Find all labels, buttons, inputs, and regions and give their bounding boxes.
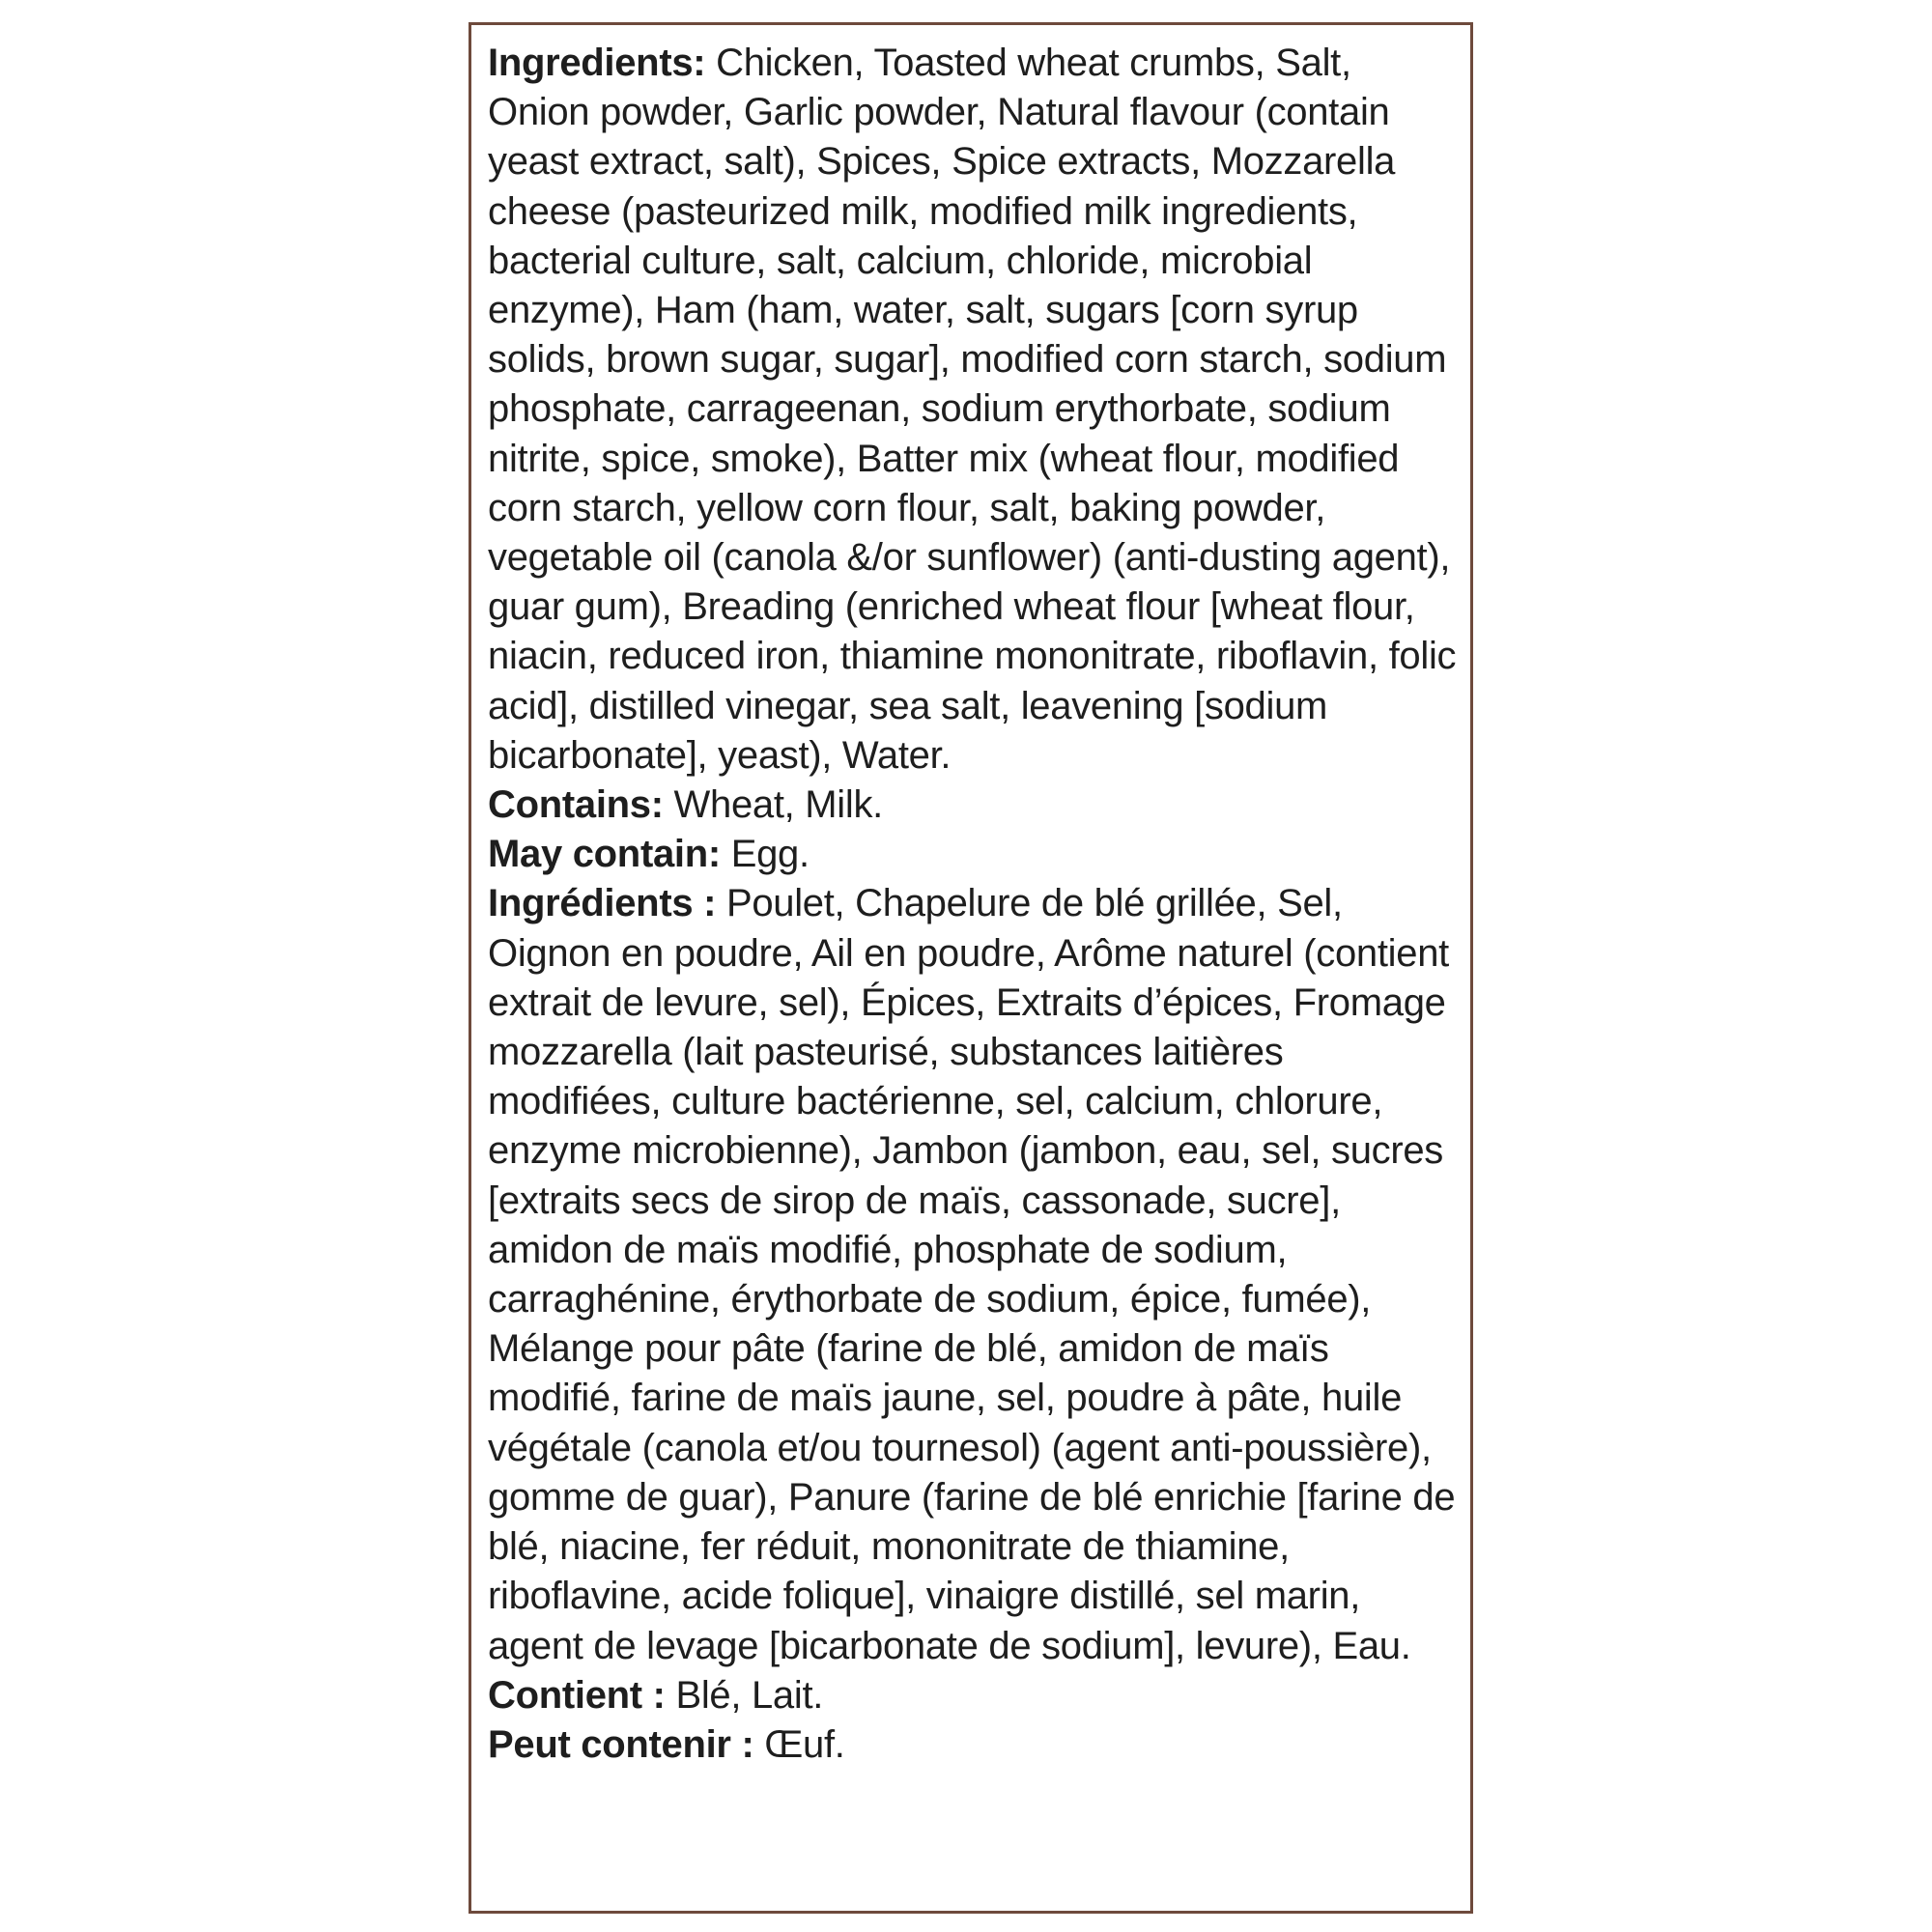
ingredients-english <box>488 39 1457 781</box>
contains-french-text: Blé, Lait. <box>665 1673 824 1717</box>
contains-french <box>488 1671 1457 1720</box>
ingredients-french-heading: Ingrédients : <box>488 882 717 925</box>
contains-english <box>488 781 1457 830</box>
ingredients-english-heading: Ingredients: <box>488 42 706 84</box>
ingredients-english-text: Chicken, Toasted wheat crumbs, Salt, Onion powder, Garlic powder, Natural flavour (contain yeast extract, salt), Spices, Spice extracts, Mozzarella cheese (pasteurized milk, modified milk ingredients, bacterial culture, salt, calcium, chloride, microbial enzyme), Ham (ham, water, salt, sugars [corn syrup solids, brown sugar, sugar], modified corn starch, sodium phosphate, carrageenan, sodium erythorbate, sodium nitrite, spice, smoke), Batter mix (wheat flour, modified corn starch, yellow corn flour, salt, baking powder, vegetable oil (canola &/or sunflower) (anti-dusting agent), guar gum), Breading (enriched wheat flour [wheat flour, niacin, reduced iron, thiamine mononitrate, riboflavin, folic acid], distilled vinegar, sea salt, leavening [sodium bicarbonate], yeast), Water. <box>488 42 1457 777</box>
may-contain-english-heading: May contain: <box>488 833 721 876</box>
may-contain-french-text: Œuf. <box>753 1722 845 1766</box>
contains-french-heading: Contient : <box>488 1673 666 1717</box>
may-contain-french-heading: Peut contenir : <box>488 1722 754 1766</box>
ingredients-label-panel <box>469 22 1473 1914</box>
ingredients-french-text: Poulet, Chapelure de blé grillée, Sel, Oignon en poudre, Ail en poudre, Arôme naturel (contient extrait de levure, sel), Épices, Extraits d’épices, Fromage mozzarella (lait pasteurisé, substances laitières modifiées, culture bactérienne, sel, calcium, chlorure, enzyme microbienne), Jambon (jambon, eau, sel, sucres [extraits secs de sirop de maïs, cassonade, sucre], amidon de maïs modifié, phosphate de sodium, carraghénine, érythorbate de sodium, épice, fumée), Mélange pour pâte (farine de blé, amidon de maïs modifié, farine de maïs jaune, sel, poudre à pâte, huile végétale (canola et/ou tournesol) (agent anti-poussière), gomme de guar), Panure (farine de blé enrichie [farine de blé, niacine, fer réduit, mononitrate de thiamine, riboflavine, acide folique], vinaigre distillé, sel marin, agent de levage [bicarbonate de sodium], levure), Eau. <box>488 882 1456 1667</box>
may-contain-english <box>488 830 1457 879</box>
contains-english-text: Wheat, Milk. <box>663 783 883 827</box>
may-contain-english-text: Egg. <box>720 833 810 876</box>
ingredients-french <box>488 879 1457 1670</box>
contains-english-heading: Contains: <box>488 783 664 827</box>
may-contain-french <box>488 1720 1457 1770</box>
